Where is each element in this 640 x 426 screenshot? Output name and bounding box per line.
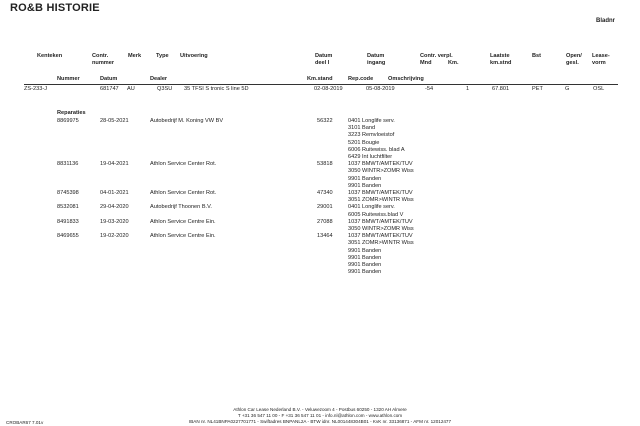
footer-address: Athlon Car Lease Nederland B.V. - Veluwezoom 4 - Postbus 60250 - 1320 AH Almere [233,407,407,412]
vehicle-uitvoering: 35 TFSI S tronic S line 5D [184,86,249,92]
col-type: Type [156,53,169,59]
repair-code: 9901 [348,269,361,276]
repair-description: ZOMR>WINTR Wiss [362,240,414,247]
subcol-omschrijving: Omschrijving [388,76,424,82]
repair-nummer: 8831136 [57,161,79,168]
repair-code: 3050 [348,168,361,175]
repair-description: WINTR>ZOMR Wiss [362,168,414,175]
subcol-dealer: Dealer [150,76,168,82]
vehicle-bst: PET [532,86,543,92]
repair-datum: 29-04-2020 [100,204,129,211]
repair-description: Bougie [362,139,380,146]
repair-datum: 19-02-2020 [100,233,129,240]
repair-description: BMWT/AMTEK/TUV [362,233,413,240]
vehicle-open-gesl: G [565,86,570,92]
repair-code: 9901 [348,175,361,182]
document-title: RO&B HISTORIE [10,2,100,14]
repair-km-stand: 13464 [317,233,333,240]
repair-nummer: 8869975 [57,118,79,124]
repair-code: 1037 [348,218,361,225]
vehicle-datum-deel1: 02-08-2019 [314,86,343,92]
col-uitvoering: Uitvoering [180,53,208,59]
subcol-datum: Datum [100,76,118,82]
vehicle-merk: AU [127,86,135,92]
repair-code: 0401 [348,204,361,211]
col-merk: Merk [128,53,142,59]
subcol-nummer: Nummer [57,76,80,82]
col-km: Km. [448,60,459,66]
repair-datum: 19-04-2021 [100,161,129,168]
repair-code: 0401 [348,118,361,124]
repair-dealer: Athlon Service Centre Ein. [150,233,216,240]
repair-code: 9901 [348,262,361,268]
repair-description: Remvloeistof [362,132,395,139]
page-number-label: Bladnr [596,18,616,24]
repair-code: 3051 [348,197,361,204]
repair-description: Banden [362,247,382,254]
col-datum-ingang: Datum ingang [367,53,386,66]
col-contr-nummer: Contr. nummer [92,53,115,66]
vehicle-km: 1 [466,86,470,92]
vehicle-datum-ingang: 05-08-2019 [366,86,395,92]
repair-description: Banden [362,175,382,182]
repair-description: WINTR>ZOMR Wiss [362,226,414,232]
col-lease-vorm: Lease- vorm [592,53,610,66]
footer-legal: IBAN nr. NL41BNPA0227701771 - Swiftadres BNPANL2A - BTW idnr. NL001448304B01 - KvK nr. 33136871 - AFM nr. 12012477 [188,419,452,424]
repair-km-stand: 29001 [317,204,333,211]
repair-datum: 28-05-2021 [100,118,129,124]
repair-code: 1037 [348,161,361,168]
repair-code: 3101 [348,125,361,132]
repair-description: Band [362,125,376,132]
repair-km-stand: 27088 [317,218,333,225]
repair-description: Ruitewiss.blad V [362,211,404,218]
repair-description: Longlife serv. [362,118,395,124]
subcol-rep-code: Rep.code [348,76,374,82]
repair-description: Banden [362,182,382,189]
vehicle-mnd: -54 [425,86,434,92]
col-datum-deel1: Datum deel I [315,53,333,66]
repair-km-stand: 56322 [317,118,333,124]
col-laatste-km: Laatste km.stnd [490,53,512,66]
repair-description: BMWT/AMTEK/TUV [362,190,413,196]
repair-description: Int luchtfilter [362,154,393,160]
repair-nummer: 8491833 [57,218,79,225]
repair-code: 5201 [348,139,361,146]
repair-dealer: Autobedrijf M. Koning VW BV [150,118,224,124]
col-kenteken: Kenteken [37,53,63,59]
repair-nummer: 8532081 [57,204,79,211]
repair-nummer: 8745398 [57,190,79,196]
repair-km-stand: 53818 [317,161,333,168]
repair-description: Longlife serv. [362,204,395,211]
repair-code: 3223 [348,132,361,139]
header-divider [24,84,618,85]
subcol-km-stand: Km.stand [307,76,333,82]
vehicle-laatste-km: 67.801 [492,86,510,92]
repair-code: 6429 [348,154,361,160]
repair-code: 9901 [348,247,361,254]
col-bst: Bst [532,53,542,59]
repair-description: Banden [362,254,382,261]
repair-code: 3050 [348,226,361,232]
repair-dealer: Autobedrijf Thoonen B.V. [150,204,212,211]
col-open-gesl: Open/ gesl. [566,53,582,66]
repair-datum: 04-01-2021 [100,190,129,196]
repair-code: 6006 [348,146,361,153]
repair-description: Ruitewiss. blad A [362,146,405,153]
footer-contact: T +31 36 547 11 00 - F +31 36 547 11 01 - info.nl@athlon.com - www.athlon.com [237,413,403,418]
repair-code: 3051 [348,240,361,247]
repair-code: 1037 [348,233,361,240]
repair-nummer: 8469655 [57,233,79,240]
repair-code: 9901 [348,254,361,261]
col-contr-verpl: Contr. verpl. Mnd [420,53,453,66]
repair-dealer: Athlon Service Center Rot. [150,190,217,196]
repair-description: Banden [362,269,382,276]
vehicle-lease-vorm: OSL [593,86,605,92]
vehicle-kenteken: ZS-233-J [24,86,48,92]
repair-code: 1037 [348,190,361,196]
vehicle-contr-nummer: 681747 [100,86,119,92]
repair-code: 6005 [348,211,361,218]
repair-description: ZOMR>WINTR Wiss [362,197,414,204]
form-code: CROBAR67 7.01v [6,420,44,425]
repair-km-stand: 47340 [317,190,333,196]
repair-dealer: Athlon Service Centre Ein. [150,218,216,225]
repair-description: BMWT/AMTEK/TUV [362,161,413,168]
vehicle-type: Q3SU [157,86,173,92]
repair-code: 9901 [348,182,361,189]
repair-dealer: Athlon Service Center Rot. [150,161,217,168]
repair-description: BMWT/AMTEK/TUV [362,218,413,225]
repair-datum: 19-03-2020 [100,218,129,225]
repair-description: Banden [362,262,382,268]
reparaties-heading: Reparaties [57,110,86,116]
